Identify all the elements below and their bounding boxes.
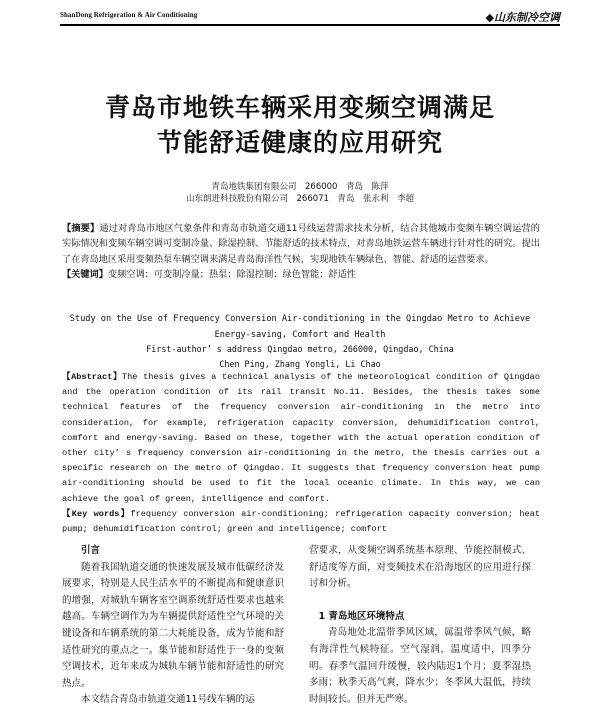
paper-title-line-1: 青岛市地铁车辆采用变频空调满足 [104,93,495,122]
english-keywords-text: frequency conversion air-conditioning; refrigeration capacity conversion; heat pump; dehumidification control; green and intelligence; comfort [62,508,540,535]
keywords-text: 变频空调；可变制冷量；热泵；除湿控制；绿色智能；舒适性 [107,269,356,281]
english-keywords-label: 【Key words】 [62,508,131,519]
abstract-label: 【摘要】 [62,223,100,234]
keywords-label: 【关键词】 [62,269,108,281]
body-column-left [62,543,284,709]
author-affiliation-2: 山东朗进科技股份有限公司 266071 青岛 张永利 李超 [186,194,414,204]
intro-continuation: 营要求，从变频空调系统基本原理、节能控制模式、舒适度等方面，对变频技术在沿海地区的应用进行探讨和分析。 [309,545,531,590]
english-abstract-label: 【Abstract】 [62,372,122,382]
english-title-line-1: Study on the Use of Frequency Conversion Air-conditioning in the Qingdao Metro to Achieve [69,314,531,324]
chinese-abstract [62,221,540,283]
abstract-text: 通过对青岛市地区气象条件和青岛市轨道交通11号线运营需求技术分析，结合其他城市变频车辆空调运营的实际情况和变频车辆空调可变制冷量、除湿控制、节能舒适的技术特点，对青岛地铁运营车辆进行针对性的研究。提出了在青岛地区采用变频热泵车辆空调来满足青岛海洋性气候，实现地铁车辆绿色、智能、舒适的运营要求。 [62,223,540,265]
running-header [60,10,560,24]
author-affiliation-1: 青岛地铁集团有限公司 266000 青岛 陈萍 [211,182,389,192]
body-column-right [309,543,531,708]
intro-paragraph-2: 本文结合青岛市轨道交通11号线车辆的运 [81,694,255,706]
english-abstract-text: The thesis gives a technical analysis of the meteorological condition of Qingdao and the operation condition of its rail transit No.11. Besides, the thesis takes some technical features of the frequency conversion air-conditioning in the metro into consideration, for example, refrigeration capacity conversion, dehumidification control, comfort and energy-saving. Based on these, together with the actual operation condition of other city’ s frequency conversion air-conditioning in the metro, the thesis carries out a specific research on the metro of Qingdao. It suggests that frequency conversion heat pump air-conditioning should be used to fit the local oceanic climate. In this way, we can achieve the goal of green, intelligence and comfort. [62,372,540,504]
intro-heading: 引言 [81,545,101,556]
journal-name-en: ShanDong Refrigeration & Air Conditioning [60,11,198,19]
journal-name-cn: ◆山东制冷空调 [485,11,560,24]
header-rule [60,24,560,26]
section-1-paragraph: 青岛地处北温带季风区域，属温带季风气候，略有海洋性气候特征。空气湿润，温度适中，四季分明。春季气温回升缓慢，较内陆迟1个月；夏季湿热多雨；秋季天高气爽，降水少；冬季风大温低，持续时间较长。但并无严寒。 [309,627,531,705]
english-title-line-2: Energy-saving, Comfort and Health [214,330,386,340]
english-author-names: Chen Ping, Zhang Yongli, Li Chao [219,359,381,369]
english-abstract [62,370,540,537]
section-1-heading: 1 青岛地区环境特点 [318,610,405,622]
paper-title-line-2: 节能舒适健康的应用研究 [156,128,443,157]
intro-paragraph-1: 随着我国轨道交通的快速发展及城市低碳经济发展要求，特别是人民生活水平的不断提高和健康意识的增强，对城轨车辆客室空调系统舒适性要求也越来越高。车辆空调作为为车辆提供舒适性空气环境的关键设备和车辆系统的第二大耗能设备，成为节能和舒适性研究的重点之一。集节能和舒适性于一身的变频空调技术，近年来成为城轨车辆节能和舒适性的研究热点。 [62,561,284,689]
english-author-address: First-author’ s address Qingdao metro, 266000, Qingdao, China [146,344,454,354]
